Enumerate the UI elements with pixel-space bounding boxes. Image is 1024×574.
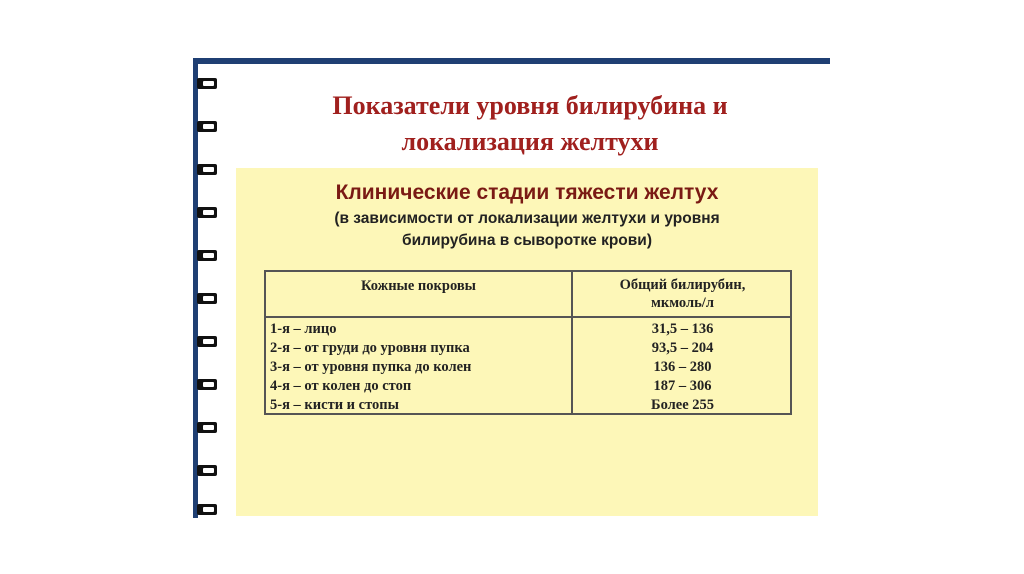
- table-row-value: 136 – 280: [653, 359, 712, 375]
- slide-title-line1: Показатели уровня билирубина и: [332, 91, 728, 120]
- header-bilirubin: [573, 276, 792, 312]
- binding-ring-icon: [197, 293, 217, 304]
- panel-note: [236, 208, 818, 252]
- zone-column: [270, 320, 570, 415]
- binding-ring-icon: [197, 250, 217, 261]
- header-skin: Кожные покровы: [361, 278, 476, 294]
- value-column: [573, 320, 792, 415]
- binding-ring-icon: [197, 336, 217, 347]
- table-row-zone: 3-я – от уровня пупка до колен: [270, 359, 472, 375]
- binding-ring-icon: [197, 78, 217, 89]
- binding-ring-icon: [197, 504, 217, 515]
- table-row-zone: 2-я – от груди до уровня пупка: [270, 340, 470, 356]
- panel-note-line2: билирубина в сыворотке крови): [402, 232, 652, 249]
- table-row-value: 31,5 – 136: [651, 321, 714, 337]
- bilirubin-table: [264, 270, 792, 415]
- slide-title: [260, 88, 800, 160]
- table-row-value: 187 – 306: [653, 378, 712, 394]
- slide-title-line2: локализация желтухи: [401, 127, 659, 156]
- binding-ring-icon: [197, 207, 217, 218]
- binding-ring-icon: [197, 121, 217, 132]
- binding-ring-icon: [197, 422, 217, 433]
- header-bilirubin-line1: Общий билирубин,: [619, 277, 746, 293]
- table-row-zone: 5-я – кисти и стопы: [270, 397, 399, 413]
- header-divider: [266, 316, 790, 318]
- table-row-zone: 1-я – лицо: [270, 321, 337, 337]
- panel-note-line1: (в зависимости от локализации желтухи и уровня: [334, 210, 720, 227]
- binding-ring-icon: [197, 465, 217, 476]
- table-row-value: 93,5 – 204: [651, 340, 714, 356]
- table-row-value: Более 255: [650, 397, 715, 413]
- notebook-binding: [193, 64, 223, 518]
- panel-subtitle: Клинические стадии тяжести желтух: [335, 181, 719, 204]
- binding-ring-icon: [197, 164, 217, 175]
- binding-ring-icon: [197, 379, 217, 390]
- table-row-zone: 4-я – от колен до стоп: [270, 378, 412, 394]
- header-bilirubin-line2: мкмоль/л: [651, 295, 714, 311]
